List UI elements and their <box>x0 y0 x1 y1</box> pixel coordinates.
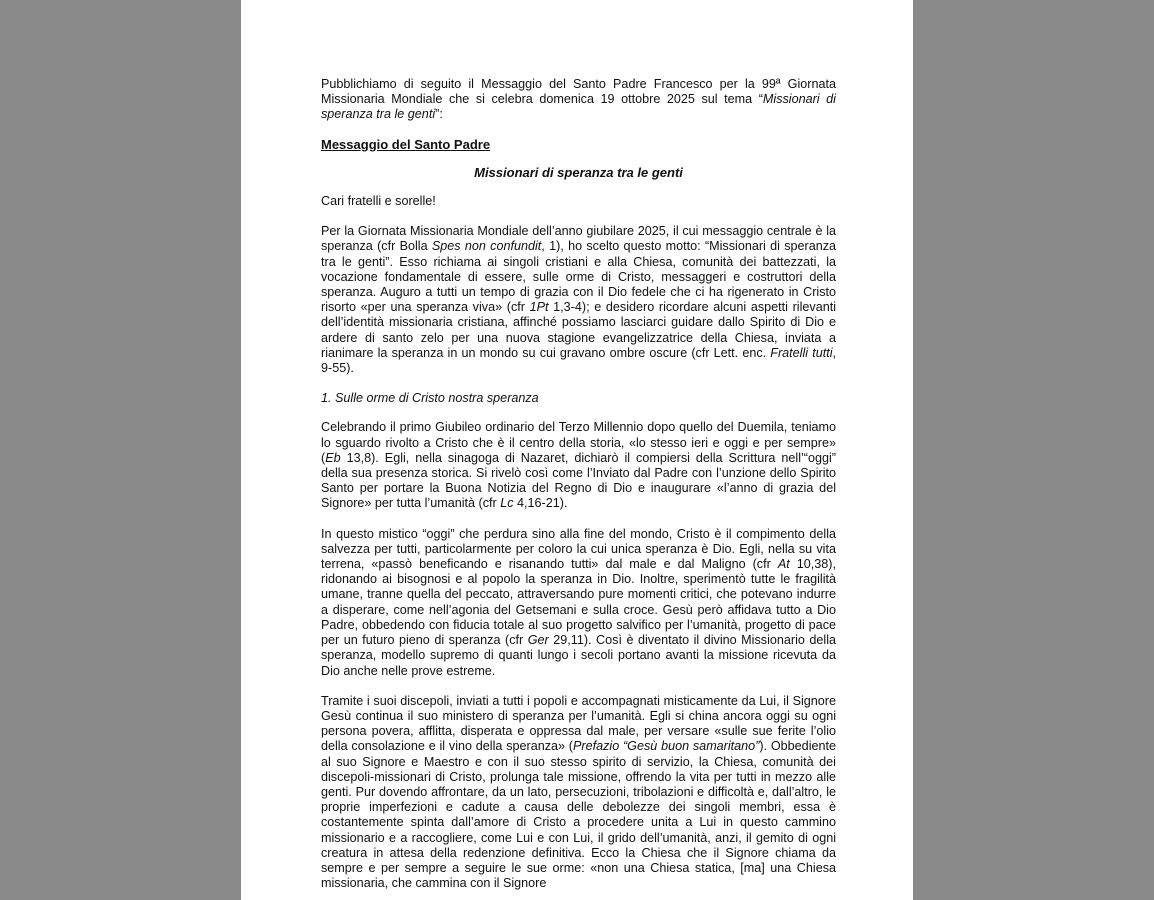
subheading-1: 1. Sulle orme di Cristo nostra speranza <box>321 391 539 406</box>
section-heading: Messaggio del Santo Padre <box>321 136 491 152</box>
intro-theme: Missionari di speranza tra le genti <box>321 92 836 122</box>
intro-paragraph: Pubblichiamo di seguito il Messaggio del Santo Padre Francesco per la 99ª Giornata Missionaria Mondiale che si celebra domenica 19 ottobre 2025 sul tema “Missionari di speranza tra le genti”: <box>321 77 836 122</box>
message-title: Missionari di speranza tra le genti <box>474 164 683 180</box>
document-page <box>241 0 913 900</box>
paragraph-1: Per la Giornata Missionaria Mondiale dell’anno giubilare 2025, il cui messaggio centrale è la speranza (cfr Bolla Spes non confundit, 1), ho scelto questo motto: “Missionari di speranza tra le genti”. Esso richiama ai singoli cristiani e alla Chiesa, comunità dei battezzati, la vocazione fondamentale di essere, sulle orme di Cristo, messaggeri e costruttori della speranza. Auguro a tutti un tempo di grazia con il Dio fedele che ci ha rigenerato in Cristo risorto «per una speranza viva» (cfr 1Pt 1,3-4); e desidero ricordare alcuni aspetti rilevanti dell’identità missionaria cristiana, affinché possiamo lasciarci guidare dallo Spirito di Dio e ardere di santo zelo per una nuova stagione evangelizzatrice della Chiesa, inviata a rianimare la speranza in un mondo su cui gravano ombre oscure (cfr Lett. enc. Fratelli tutti, 9-55). <box>321 224 837 376</box>
paragraph-3: In questo mistico “oggi” che perdura sino alla fine del mondo, Cristo è il compimento della salvezza per tutti, particolarmente per coloro la cui unica speranza è Dio. Egli, nella su vita terrena, «passò beneficando e risanando tutti» dal male e dal Maligno (cfr At 10,38), ridonando ai bisognosi e al popolo la speranza in Dio. Inoltre, sperimentò tutte le fragilità umane, tranne quella del peccato, attraversando pure momenti critici, che potevano indurre a disperare, come nell’agonia del Getsemani e sulla croce. Gesù però affidava tutto a Dio Padre, obbedendo con fiducia totale al suo progetto salvifico per l’umanità, progetto di pace per un futuro pieno di speranza (cfr Ger 29,11). Così è diventato il divino Missionario della speranza, modello supremo di quanti lungo i secoli portano avanti la missione ricevuta da Dio anche nelle prove estreme. <box>321 526 837 678</box>
greeting: Cari fratelli e sorelle! <box>321 194 436 209</box>
paragraph-2: Celebrando il primo Giubileo ordinario del Terzo Millennio dopo quello del Duemila, teniamo lo sguardo rivolto a Cristo che è il centro della storia, «lo stesso ieri e oggi e per sempre» (Eb 13,8). Egli, nella sinagoga di Nazaret, dichiarò il compiersi della Scrittura nell’“oggi” della sua presenza storica. Si rivelò così come l’Inviato dal Padre con l’unzione dello Spirito Santo per portare la Buona Notizia del Regno di Dio e inaugurare «l’anno di grazia del Signore» per tutta l’umanità (cfr Lc 4,16-21). <box>321 420 836 511</box>
document-body <box>321 77 837 891</box>
paragraph-4: Tramite i suoi discepoli, inviati a tutti i popoli e accompagnati misticamente da Lui, il Signore Gesù continua il suo ministero di speranza per l’umanità. Egli si china ancora oggi su ogni persona povera, afflitta, disperata e oppressa dal male, per versare «sulle sue ferite l’olio della consolazione e il vino della speranza» (Prefazio “Gesù buon samaritano”). Obbediente al suo Signore e Maestro e con il suo stesso spirito di servizio, la Chiesa, comunità dei discepoli-missionari di Cristo, prolunga tale missione, offrendo la vita per tutti in mezzo alle genti. Pur dovendo affrontare, da un lato, persecuzioni, tribolazioni e difficoltà e, dall’altro, le proprie imperfezioni e cadute a causa delle debolezze dei singoli membri, essa è costantemente spinta dall’amore di Cristo a procedere unita a Lui in questo cammino missionario e a raccogliere, come Lui e con Lui, il grido dell’umanità, anzi, il gemito di ogni creatura in attesa della redenzione definitiva. Ecco la Chiesa che il Signore chiama da sempre e per sempre a seguire le sue orme: «non una Chiesa statica, [ma] una Chiesa missionaria, che cammina con il Signore <box>321 693 836 891</box>
